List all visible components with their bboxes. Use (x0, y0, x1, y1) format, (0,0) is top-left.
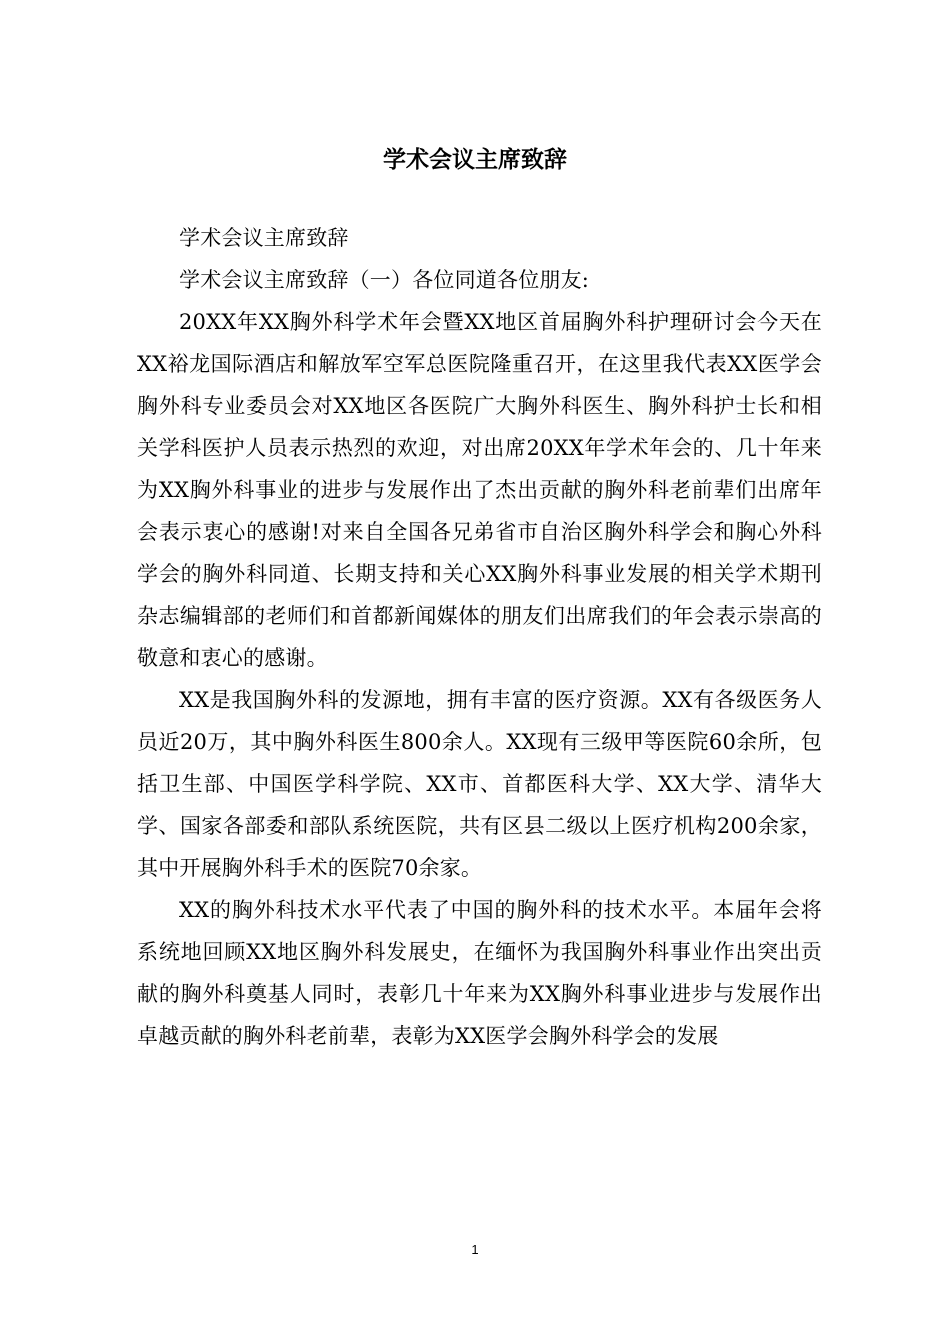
paragraph-resources: XX是我国胸外科的发源地，拥有丰富的医疗资源。XX有各级医务人员近20万，其中胸外科医生800余人。XX现有三级甲等医院60余所，包括卫生部、中国医学科学院、XX市、首都医科大学、XX大学、清华大学、国家各部委和部队系统医院，共有区县二级以上医疗机构200余家，其中开展胸外科手术的医院70余家。 (137, 688, 822, 880)
page-number: 1 (471, 1242, 479, 1257)
paragraph-technology: XX的胸外科技术水平代表了中国的胸外科的技术水平。本届年会将系统地回顾XX地区胸外科发展史，在缅怀为我国胸外科事业作出突出贡献的胸外科奠基人同时，表彰几十年来为XX胸外科事业进步与发展作出卓越贡献的胸外科老前辈，表彰为XX医学会胸外科学会的发展 (137, 898, 822, 1048)
paragraph-welcome: 20XX年XX胸外科学术年会暨XX地区首届胸外科护理研讨会今天在XX裕龙国际酒店和解放军空军总医院隆重召开，在这里我代表XX医学会胸外科专业委员会对XX地区各医院广大胸外科医生、胸外科护士长和相关学科医护人员表示热烈的欢迎，对出席20XX年学术年会的、几十年来为XX胸外科事业的进步与发展作出了杰出贡献的胸外科老前辈们出席年会表示衷心的感谢!对来自全国各兄弟省市自治区胸外科学会和胸心外科学会的胸外科同道、长期支持和关心XX胸外科事业发展的相关学术期刊杂志编辑部的老师们和首都新闻媒体的朋友们出席我们的年会表示崇高的敬意和衷心的感谢。 (137, 310, 822, 670)
document-title: 学术会议主席致辞 (383, 147, 567, 173)
paragraph-greeting: 学术会议主席致辞（一）各位同道各位朋友: (179, 268, 590, 292)
document-body (137, 217, 822, 1057)
paragraph-subtitle: 学术会议主席致辞 (179, 226, 349, 250)
